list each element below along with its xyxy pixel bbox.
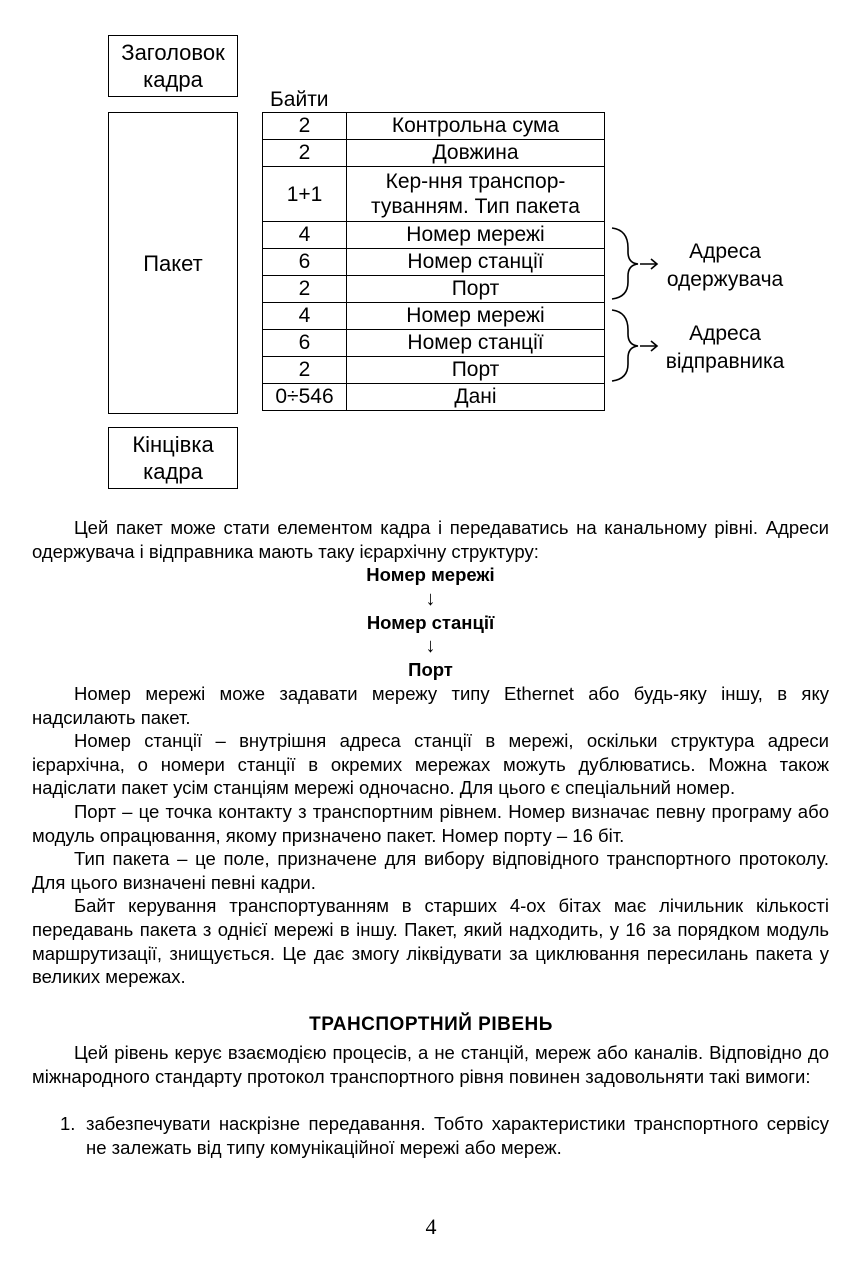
frame-header-label: Заголовок кадра <box>121 40 225 92</box>
section-title: ТРАНСПОРТНИЙ РІВЕНЬ <box>309 1014 553 1035</box>
bytes-cell: 2 <box>263 113 347 140</box>
bytes-cell: 1+1 <box>263 167 347 222</box>
hierarchy-port: Порт <box>408 659 453 681</box>
field-cell: Довжина <box>347 140 605 167</box>
paragraph: Номер станції – внутрішня адреса станції в мережі, оскільки структура адреси ієрархічна, о номери станції в окремих мережах можуть дублюватись. Можна також надіслати пакет усім станціям мережі одночасно. Для цього є спеціальний номер. <box>32 730 829 799</box>
field-cell: Порт <box>347 276 605 303</box>
bytes-cell: 2 <box>263 357 347 384</box>
down-arrow-icon: ↓ <box>425 635 436 658</box>
list-item-number: 1. <box>60 1113 76 1134</box>
section-intro-block <box>32 1041 829 1088</box>
sender-brace <box>612 310 638 381</box>
bytes-cell: 6 <box>263 249 347 276</box>
field-cell: Номер станції <box>347 330 605 357</box>
field-cell: Номер станції <box>347 249 605 276</box>
field-cell: Порт <box>347 357 605 384</box>
down-arrow-icon: ↓ <box>425 587 436 610</box>
hierarchy-station: Номер станції <box>366 611 495 633</box>
paragraph: Байт керування транспортуванням в старших 4-ох бітах має лічильник кількості передавань пакета з однієї мережі в іншу. Пакет, який надходить, у 16 за порядком модуль маршрутизації, знищується. Це дає змогу ліквідувати за циклювання пересилань пакета у великих мережах. <box>32 895 829 988</box>
bytes-cell: 2 <box>263 140 347 167</box>
frame-trailer-label: Кінцівка кадра <box>132 432 214 484</box>
paragraph: Тип пакета – це поле, призначене для вибору відповідного транспортного протоколу. Для цього визначені певні кадри. <box>32 848 829 893</box>
hierarchy-network: Номер мережі <box>366 564 495 586</box>
bytes-cell: 6 <box>263 330 347 357</box>
sender-address-label: Адреса відправника <box>665 322 785 373</box>
bytes-cell: 2 <box>263 276 347 303</box>
bytes-cell: 0÷546 <box>263 384 347 411</box>
recipient-brace <box>612 228 638 299</box>
intro-paragraph: Цей пакет може стати елементом кадра і передаватись на канальному рівні. Адреси одержувача і відправника мають таку ієрархічну структуру: <box>32 517 829 562</box>
field-cell: Контрольна сума <box>347 113 605 140</box>
recipient-address-label: Адреса одержувача <box>666 240 784 291</box>
list-item-text: забезпечувати наскрізне передавання. Тобто характеристики транспортного сервісу не залежать від типу комунікаційної мережі або мереж. <box>86 1113 829 1158</box>
field-cell: Номер мережі <box>347 222 605 249</box>
field-cell: Кер-ння транспор-туванням. Тип пакета <box>347 167 605 222</box>
page-number: 4 <box>425 1214 437 1239</box>
field-cell: Дані <box>347 384 605 411</box>
field-cell: Номер мережі <box>347 303 605 330</box>
list-item <box>60 1112 829 1159</box>
bytes-cell: 4 <box>263 222 347 249</box>
intro-block <box>32 516 829 989</box>
bytes-cell: 4 <box>263 303 347 330</box>
paragraph: Порт – це точка контакту з транспортним рівнем. Номер визначає певну програму або модуль опрацювання, якому призначено пакет. Номер порту – 16 біт. <box>32 800 829 846</box>
section-intro-paragraph: Цей рівень керує взаємодією процесів, а не станцій, мереж або каналів. Відповідно до міжнародного стандарту протокол транспортного рівня повинен задовольняти такі вимоги: <box>32 1042 829 1087</box>
packet-label: Пакет <box>143 250 203 276</box>
bytes-heading: Байти <box>270 88 329 111</box>
paragraph: Номер мережі може задавати мережу типу Ethernet або будь-яку іншу, в яку надсилають пакет. <box>32 682 829 728</box>
